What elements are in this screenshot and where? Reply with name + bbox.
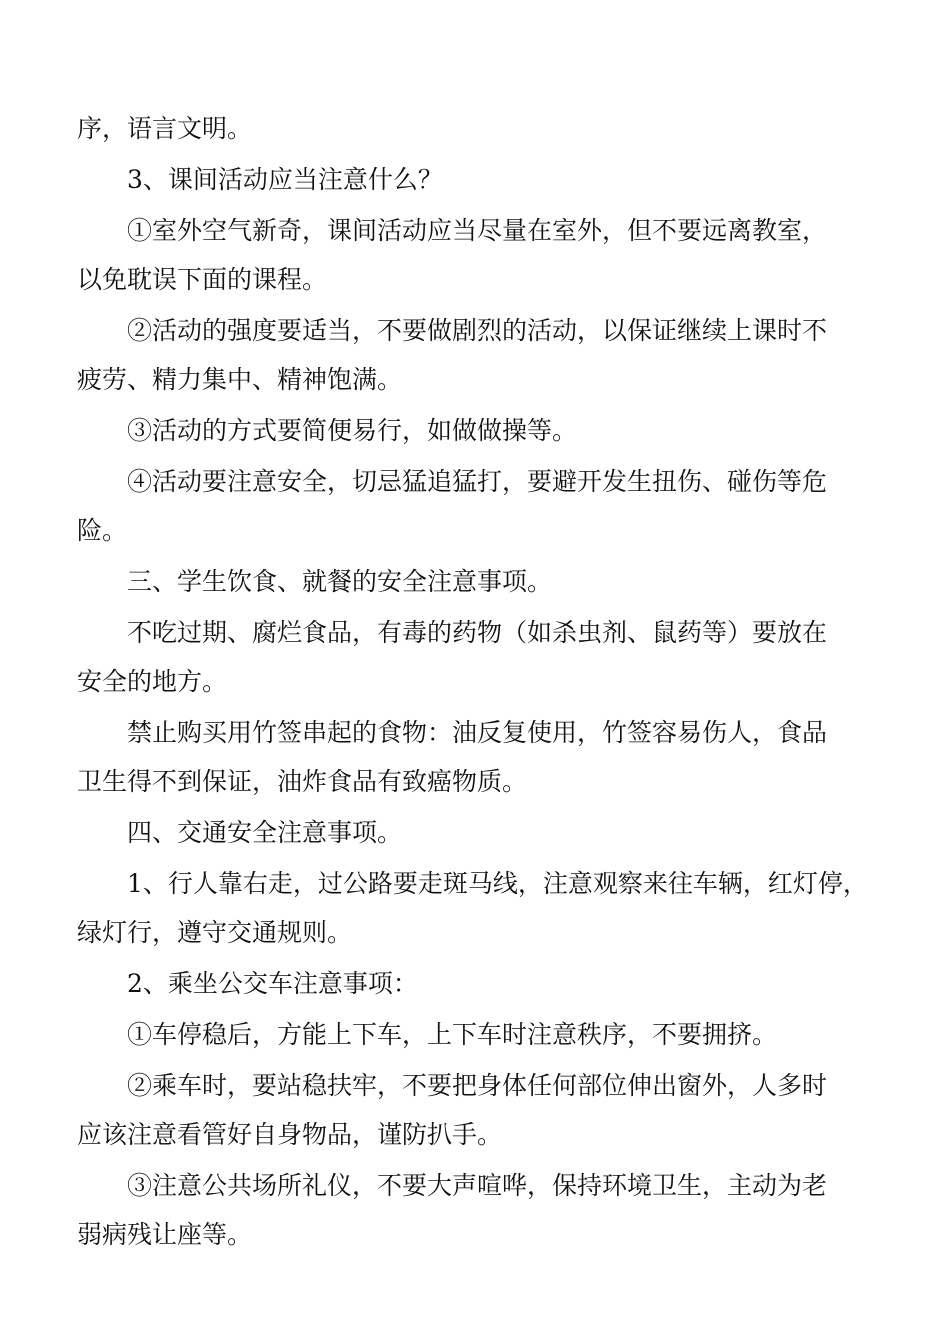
paragraph-line: 不吃过期、腐烂食品，有毒的药物（如杀虫剂、鼠药等）要放在 [127,618,828,647]
paragraph-line: 禁止购买用竹签串起的食物：油反复使用，竹签容易伤人，食品 [127,718,828,747]
paragraph-2 [77,155,873,204]
paragraph-line: 3、课间活动应当注意什么？ [127,165,443,194]
paragraph-line: 绿灯行，遵守交通规则。 [77,918,353,947]
paragraph-line: 应该注意看管好自身物品，谨防扒手。 [77,1120,503,1149]
paragraph-line: 疲劳、精力集中、精神饱满。 [77,365,403,394]
paragraph-line: ③注意公共场所礼仪，不要大声喧哗，保持环境卫生，主动为老 [127,1171,828,1200]
paragraph-line: ②活动的强度要适当，不要做剧烈的活动，以保证继续上课时不 [127,316,828,345]
paragraph-9 [77,708,873,806]
paragraph-line: 安全的地方。 [77,667,228,696]
paragraph-5 [77,406,873,455]
paragraph-line: ④活动要注意安全，切忌猛追猛打，要避开发生扭伤、碰伤等危 [127,467,828,496]
paragraph-line: ①室外空气新奇，课间活动应当尽量在室外，但不要远离教室， [127,216,828,245]
paragraph-6 [77,457,873,555]
paragraph-line: ②乘车时，要站稳扶牢，不要把身体任何部位伸出窗外，人多时 [127,1071,828,1100]
paragraph-14 [77,1061,873,1159]
paragraph-3 [77,206,873,304]
paragraph-line: 卫生得不到保证，油炸食品有致癌物质。 [77,767,528,796]
paragraph-line: 险。 [77,516,128,545]
paragraph-12 [77,959,873,1008]
document-page [77,104,873,1259]
paragraph-7 [77,557,873,606]
paragraph-13 [77,1010,873,1059]
paragraph-line: 2、乘坐公交车注意事项： [127,969,418,998]
paragraph-15 [77,1161,873,1259]
paragraph-line: 弱病残让座等。 [77,1220,253,1249]
paragraph-8 [77,608,873,706]
paragraph-line: ③活动的方式要简便易行，如做做操等。 [127,416,578,445]
paragraph-1 [77,104,873,153]
paragraph-line: 以免耽误下面的课程。 [77,265,328,294]
paragraph-line: 四、交通安全注意事项。 [127,818,403,847]
paragraph-line: 三、学生饮食、就餐的安全注意事项。 [127,567,553,596]
paragraph-11 [77,859,873,957]
paragraph-line: 序，语言文明。 [77,114,253,143]
paragraph-line: 1、行人靠右走，过公路要走斑马线，注意观察来往车辆，红灯停， [127,869,868,898]
paragraph-10 [77,808,873,857]
paragraph-line: ①车停稳后，方能上下车，上下车时注意秩序，不要拥挤。 [127,1020,778,1049]
paragraph-4 [77,306,873,404]
